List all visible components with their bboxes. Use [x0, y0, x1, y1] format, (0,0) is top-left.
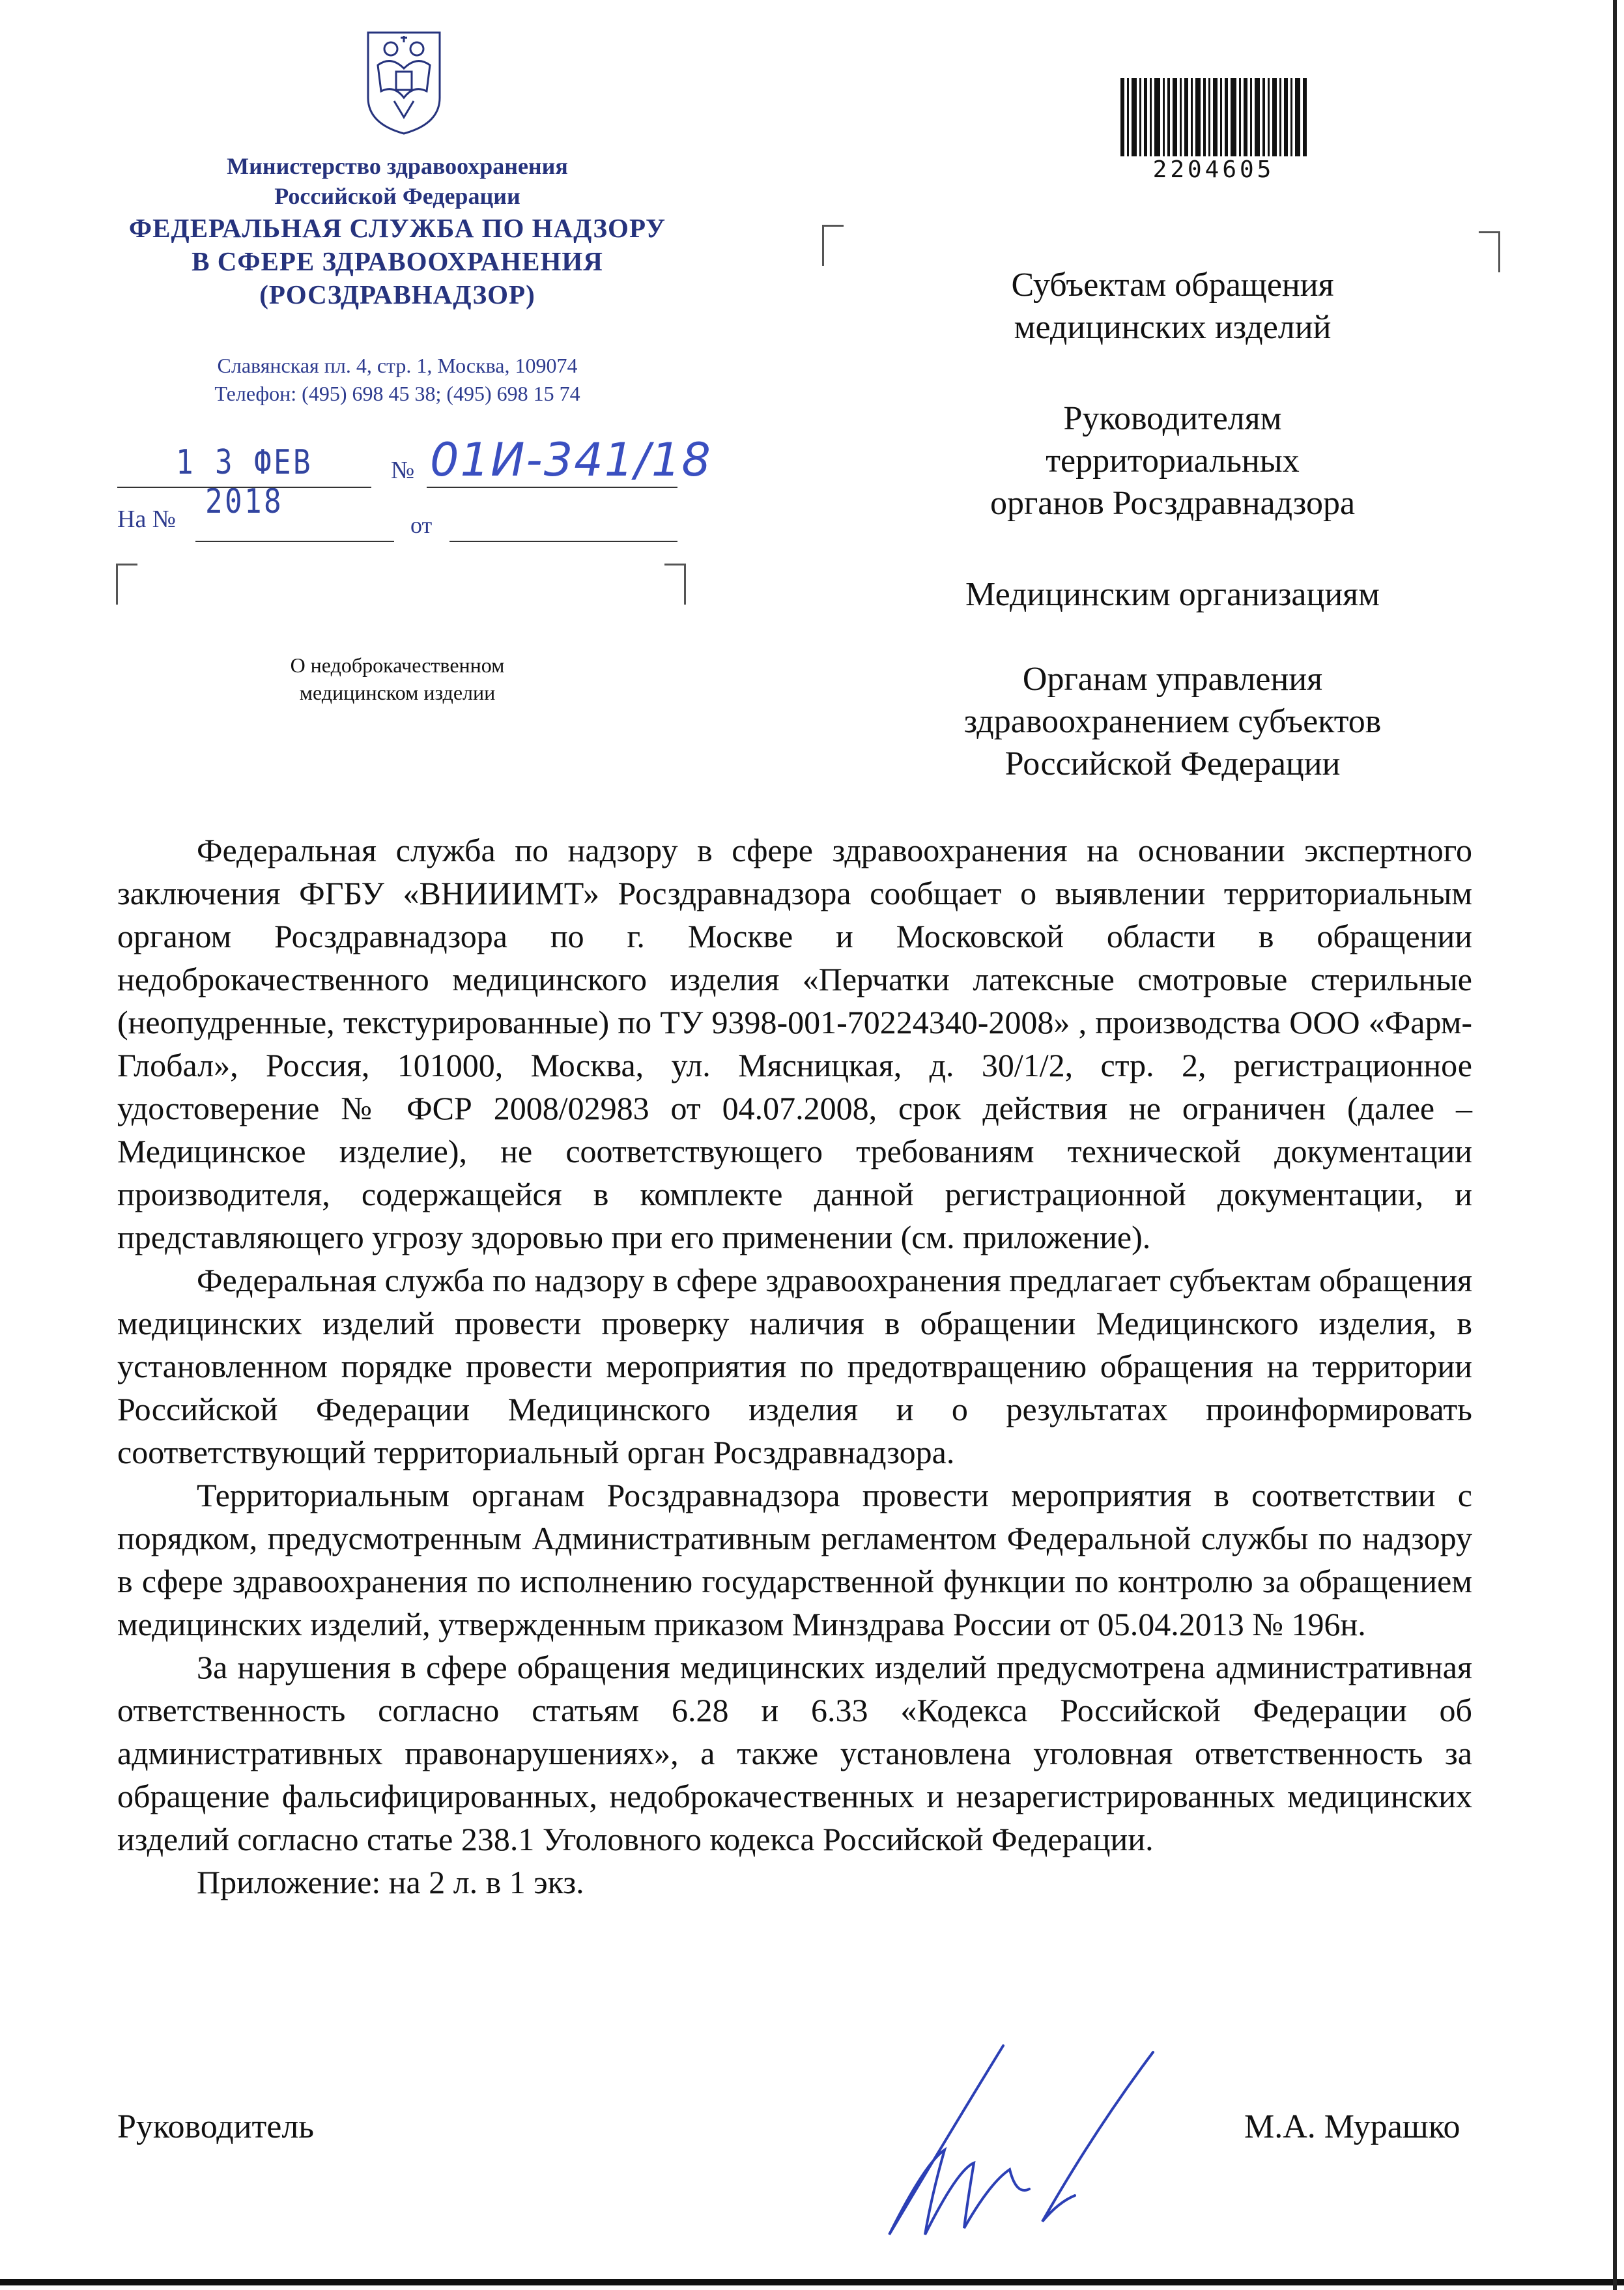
handwritten-signature [834, 2039, 1173, 2254]
body-paragraph: Территориальным органам Росздравнадзора провести мероприятия в соответствии с порядком, предусмотренным Административным регламентом Федеральной службы по надзору в сфере здравоохранения по исполнению государственной функции по контролю за обращением медицинских изделий, утвержденным приказом Минздрава России от 05.04.2013 № 196н. [117, 1477, 1472, 1642]
addressee-line: Руководителям [1063, 400, 1282, 437]
subject-line: медицинском изделии [299, 681, 496, 704]
reply-date-line [449, 541, 677, 542]
body-paragraph: Федеральная служба по надзору в сфере здравоохранения на основании экспертного заключения ФГБУ «ВНИИИМТ» Росздравнадзора сообщает о выявлении территориальным органом Росздравнадзора по г. Москве и Московской области в обращении недоброкачественного медицинского изделия «Перчатки латексные смотровые стерильные (неопудренные, текстурированные) по ТУ 9398-001-70224340-2008» , производства ООО «Фарм-Глобал», Россия, 101000, Москва, ул. Мясницкая, д. 30/1/2, стр. 2, регистрационное удостоверение № ФСР 2008/02983 от 04.07.2008, срок действия не ограничен (далее – Медицинское изделие), не соответствующего требованиям технической документации производителя, содержащейся в комплекте данной регистрационной документации, и представляющего угрозу здоровью при его применении (см. приложение). [117, 832, 1472, 1255]
addressee-line: органов Росздравнадзора [990, 485, 1356, 522]
date-stamp: 1 3 ФЕВ 2018 [175, 443, 313, 521]
number-label: № [391, 457, 415, 484]
reply-number-line [195, 541, 394, 542]
barcode-icon [1119, 78, 1308, 156]
attachment-note: Приложение: на 2 л. в 1 экз. [197, 1864, 584, 1900]
addressee-line: территориальных [1046, 442, 1300, 479]
body-paragraph: За нарушения в сфере обращения медицинских изделий предусмотрена административная ответственность согласно статьям 6.28 и 6.33 «Кодекса Российской Федерации об административных правонарушениях», а также установлена уголовная ответственность за обращение фальсифицированных, недоброкачественных и незарегистрированных медицинских изделий согласно статье 238.1 Уголовного кодекса Российской Федерации. [117, 1649, 1472, 1857]
addressee-block [879, 658, 1466, 785]
corner-mark [822, 225, 844, 266]
barcode-number: 2204605 [1152, 156, 1275, 183]
signatory-name: М.А. Мурашко [1244, 2108, 1460, 2145]
signatory-title: Руководитель [117, 2108, 314, 2145]
number-underline [427, 487, 677, 488]
addressee-line: Органам управления [1022, 661, 1323, 698]
date-underline [117, 487, 371, 488]
reply-from-label: от [410, 512, 433, 538]
letter-subject [228, 651, 567, 706]
body-paragraph: Федеральная служба по надзору в сфере здравоохранения предлагает субъектам обращения медицинских изделий провести проверку наличия в обращении Медицинского изделия, в установленном порядке провести мероприятия по предотвращению обращения на территории Российской Федерации Медицинского изделия и о результатах проинформировать соответствующий территориальный орган Росздравнадзора. [117, 1262, 1472, 1470]
addressee-block [879, 573, 1466, 616]
addressee-line: Российской Федерации [1004, 745, 1341, 782]
addressee-block [879, 264, 1466, 349]
addressee-line: Медицинским организациям [965, 576, 1380, 613]
reply-number-label: На № [117, 506, 177, 533]
addressee-block [879, 397, 1466, 524]
coat-of-arms-icon [355, 20, 453, 137]
addressee-line: медицинских изделий [1014, 309, 1332, 346]
service-line-2: В СФЕРЕ ЗДРАВООХРАНЕНИЯ [192, 246, 603, 276]
address-line: Славянская пл. 4, стр. 1, Москва, 109074 [217, 354, 578, 377]
service-line-1: ФЕДЕРАЛЬНАЯ СЛУЖБА ПО НАДЗОРУ [128, 213, 666, 243]
service-address [130, 352, 664, 408]
corner-mark [664, 564, 686, 605]
corner-mark [1479, 231, 1500, 272]
addressee-line: здравоохранением субъектов [963, 703, 1382, 740]
service-line-3: (РОСЗДРАВНАДЗОР) [259, 279, 535, 309]
page-edge [0, 2279, 1624, 2285]
subject-line: О недоброкачественном [290, 653, 505, 677]
ministry-name [163, 151, 632, 211]
corner-mark [116, 564, 137, 605]
ministry-line-2: Российской Федерации [274, 183, 520, 209]
addressee-line: Субъектам обращения [1011, 266, 1334, 304]
ministry-line-1: Министерство здравоохранения [227, 153, 568, 179]
service-name [107, 212, 687, 311]
outgoing-number: 01И-341/18 [430, 433, 712, 487]
phone-line: Телефон: (495) 698 45 38; (495) 698 15 74 [214, 382, 580, 405]
page-edge [1613, 0, 1617, 2290]
letter-body [117, 829, 1472, 1904]
